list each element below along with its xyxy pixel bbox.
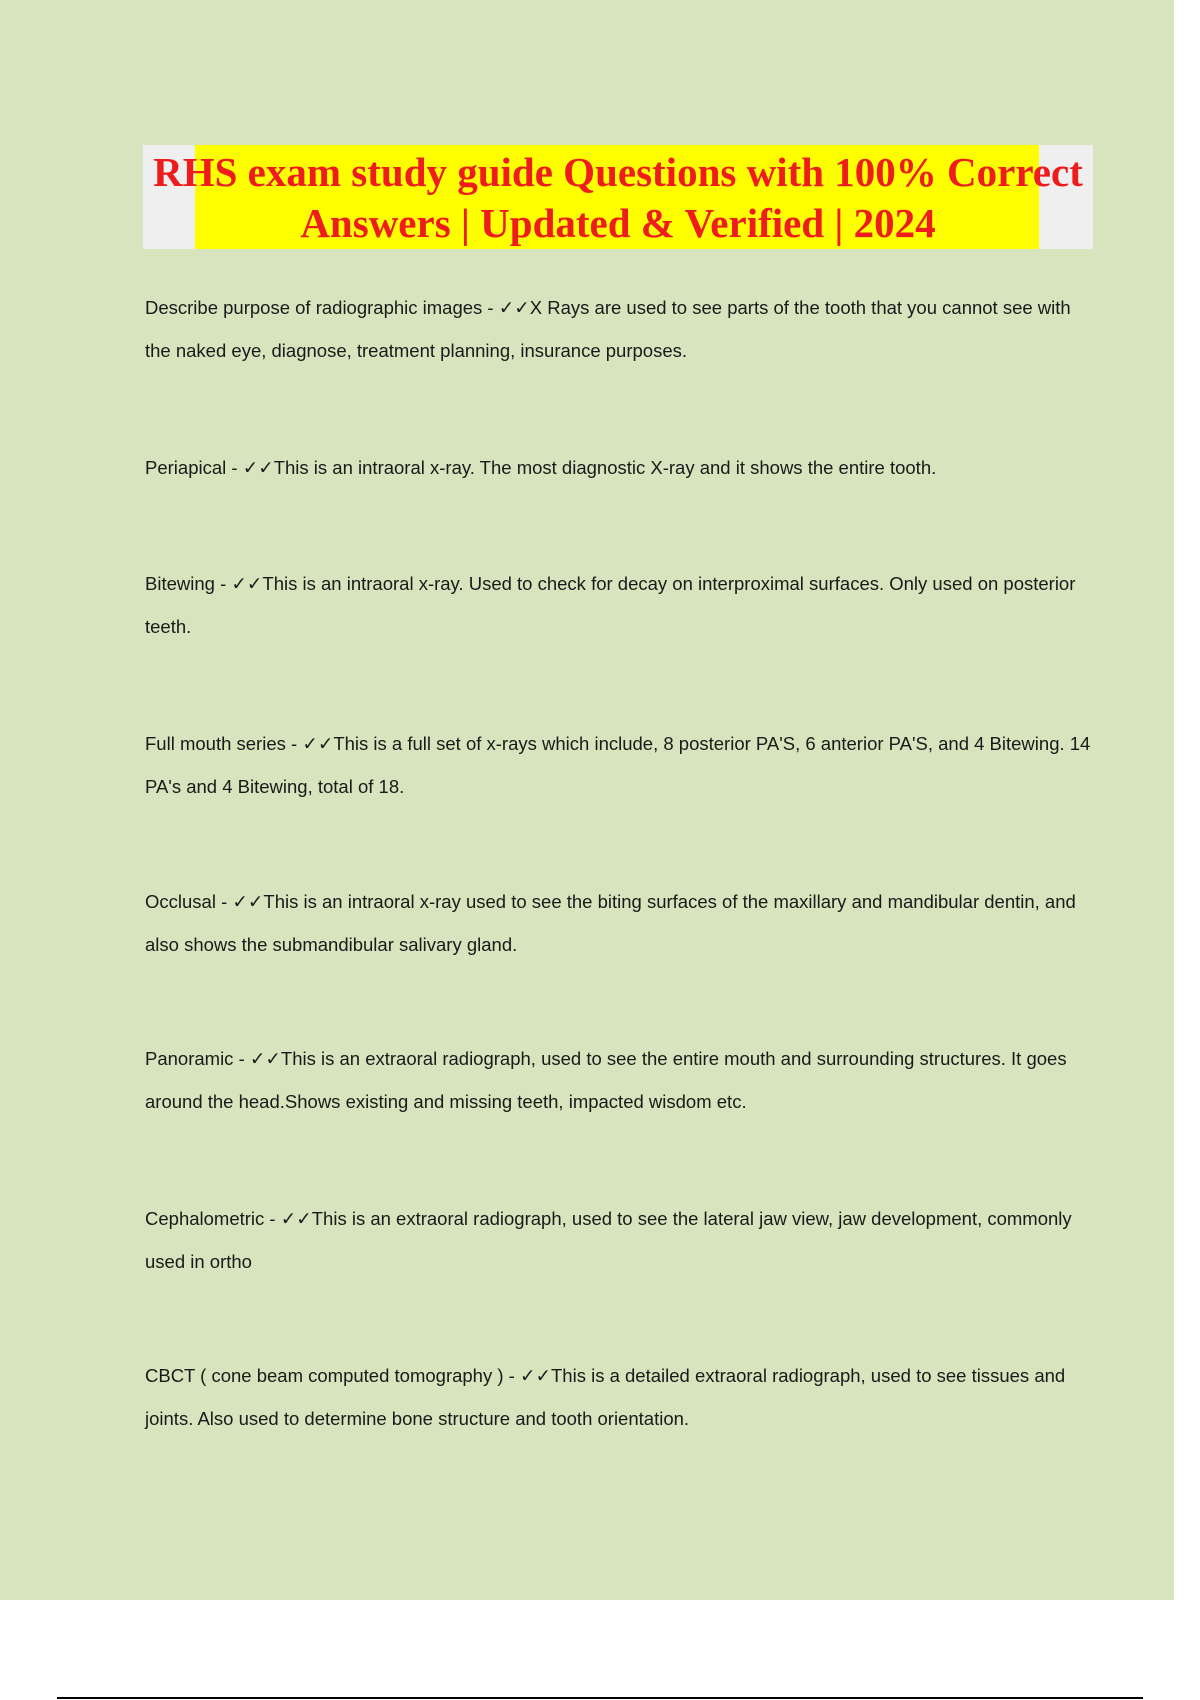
check-icon: ✓✓ — [498, 298, 530, 319]
qa-term: Panoramic — [145, 1048, 234, 1069]
check-icon: ✓✓ — [519, 1366, 551, 1387]
qa-term: Periapical — [145, 457, 227, 478]
qa-separator: - — [264, 1208, 281, 1229]
qa-item — [145, 1038, 1095, 1123]
qa-separator: - — [482, 297, 499, 318]
check-icon: ✓✓ — [232, 892, 264, 913]
qa-separator: - — [285, 733, 303, 754]
qa-item — [145, 287, 1095, 372]
qa-item — [145, 563, 1095, 648]
qa-item — [145, 1198, 1095, 1283]
check-icon: ✓✓ — [280, 1209, 312, 1230]
qa-term: Full mouth series — [145, 733, 286, 754]
check-icon: ✓✓ — [302, 734, 334, 755]
footer-divider — [57, 1697, 1143, 1699]
qa-term: Describe purpose of radiographic images — [145, 297, 483, 318]
document-title: RHS exam study guide Questions with 100% Correct Answers | Updated & Verified | 2024 — [153, 149, 1083, 246]
qa-term: Bitewing — [145, 573, 215, 594]
qa-separator: - — [215, 891, 233, 912]
qa-term: Cephalometric — [145, 1208, 265, 1229]
qa-item — [145, 447, 1095, 490]
qa-answer: This is a full set of x-rays which include, 8 posterior PA'S, 6 anterior PA'S, and 4 Bitewing. 14 PA's and 4 Bitewing, total of 18. — [145, 733, 1091, 797]
qa-separator: - — [503, 1365, 520, 1386]
qa-term: Occlusal — [145, 891, 216, 912]
qa-separator: - — [226, 457, 243, 478]
qa-item — [145, 723, 1095, 808]
qa-answer: This is a detailed extraoral radiograph, used to see tissues and joints. Also used to determine bone structure and tooth orientation. — [145, 1365, 1066, 1429]
check-icon: ✓✓ — [242, 458, 274, 479]
qa-answer: This is an intraoral x-ray. The most diagnostic X-ray and it shows the entire tooth. — [273, 457, 937, 478]
qa-separator: - — [233, 1048, 250, 1069]
qa-item — [145, 881, 1095, 966]
qa-answer: This is an intraoral x-ray. Used to check for decay on interproximal surfaces. Only used on posterior teeth. — [145, 573, 1076, 637]
check-icon: ✓✓ — [249, 1049, 281, 1070]
qa-answer: X Rays are used to see parts of the tooth that you cannot see with the naked eye, diagnose, treatment planning, insurance purposes. — [145, 297, 1071, 361]
qa-separator: - — [214, 573, 232, 594]
qa-item — [145, 1355, 1095, 1440]
check-icon: ✓✓ — [231, 574, 263, 595]
qa-term: CBCT ( cone beam computed tomography ) — [145, 1365, 504, 1386]
qa-answer: This is an intraoral x-ray used to see the biting surfaces of the maxillary and mandibular dentin, and also shows the submandibular salivary gland. — [145, 891, 1076, 955]
qa-answer: This is an extraoral radiograph, used to see the lateral jaw view, jaw development, commonly used in ortho — [145, 1208, 1072, 1272]
qa-answer: This is an extraoral radiograph, used to see the entire mouth and surrounding structures. It goes around the head.Shows existing and missing teeth, impacted wisdom etc. — [145, 1048, 1067, 1112]
